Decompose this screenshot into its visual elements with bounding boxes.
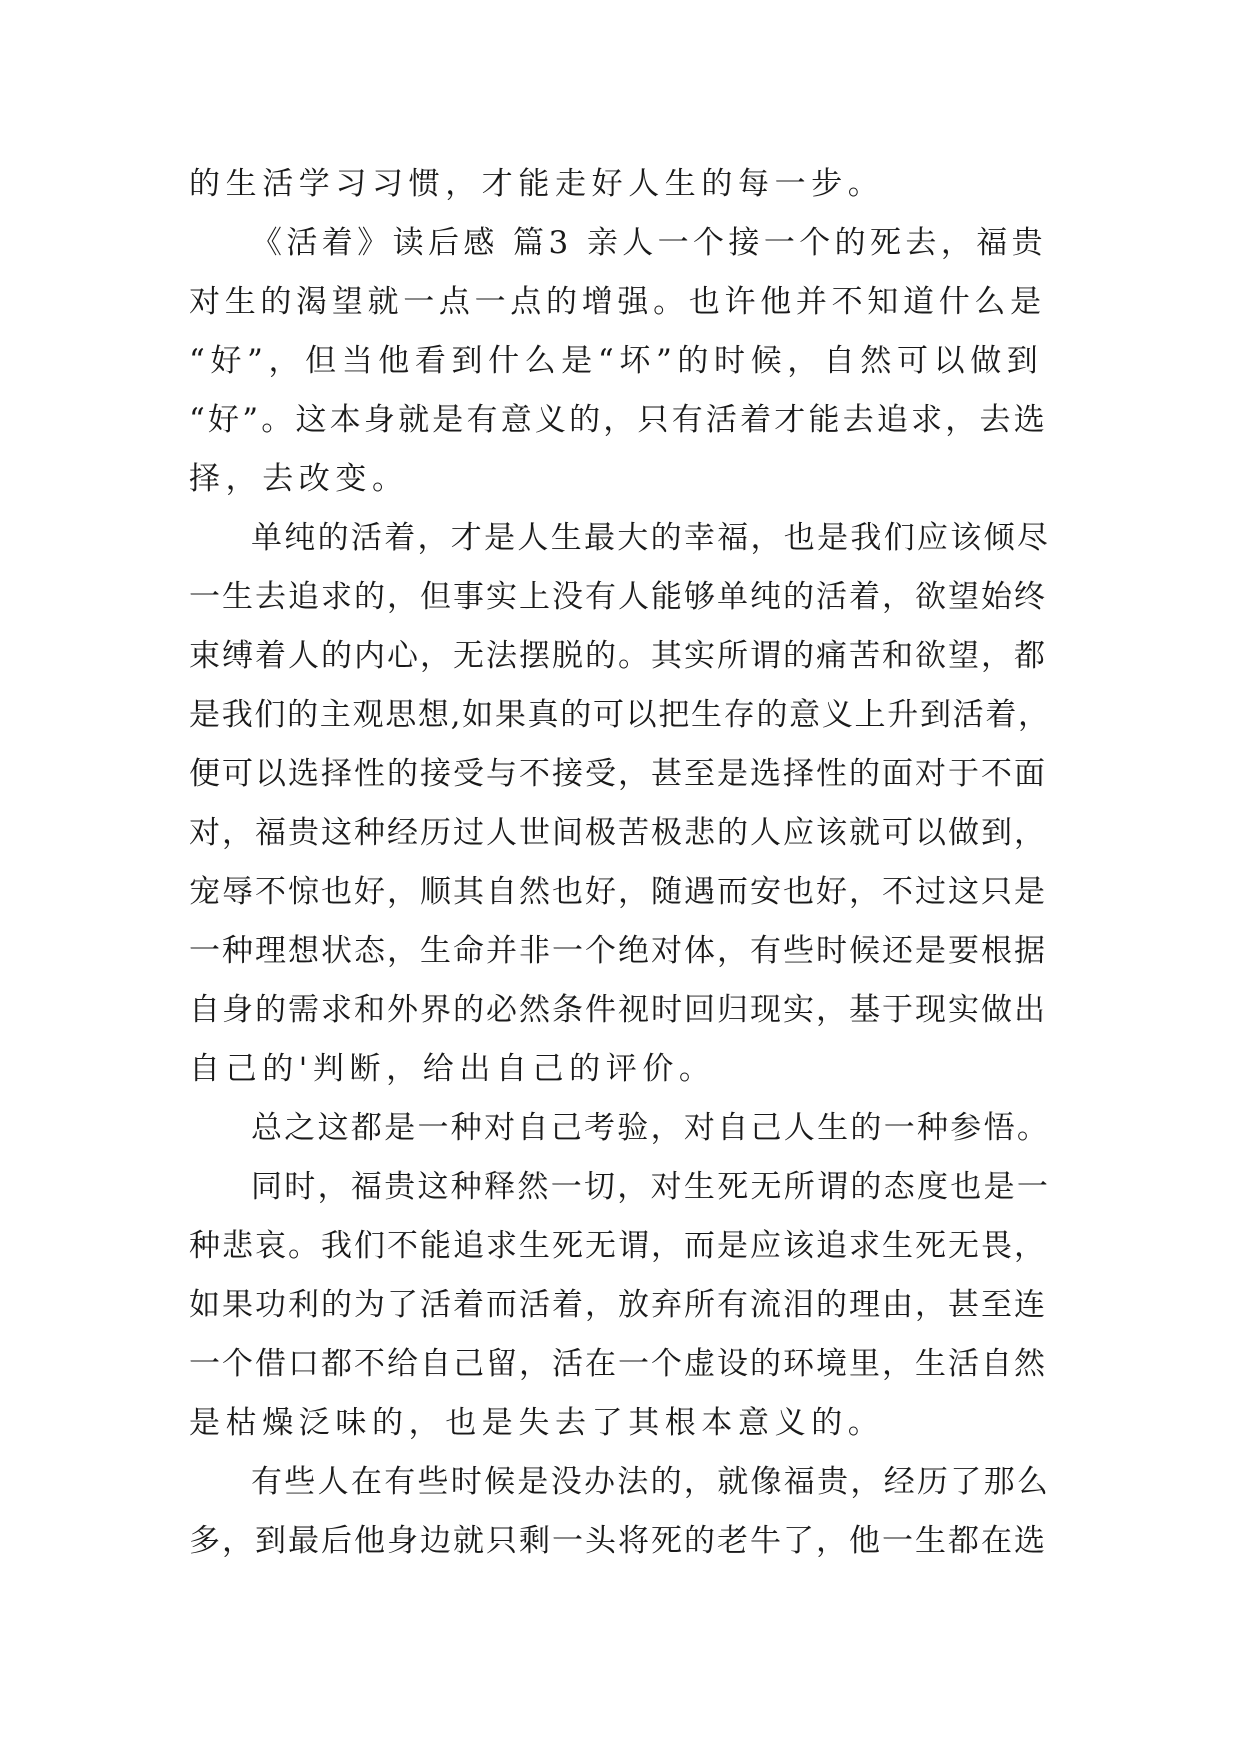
text-line: 如果功利的为了活着而活着，放弃所有流泪的理由，甚至连 [189, 1287, 1047, 1323]
text-line: 是我们的主观思想,如果真的可以把生存的意义上升到活着， [189, 697, 1051, 733]
text-line: 择，去改变。 [189, 461, 409, 497]
text-line: 种悲哀。我们不能追求生死无谓，而是应该追求生死无畏， [189, 1228, 1047, 1264]
text-line: “好”。这本身就是有意义的，只有活着才能去追求，去选 [189, 402, 1048, 438]
text-line: 一生去追求的，但事实上没有人能够单纯的活着，欲望始终 [189, 579, 1047, 615]
paragraph-start-line: 有些人在有些时候是没办法的，就像福贵，经历了那么 [251, 1464, 1051, 1500]
text-line: “好”，但当他看到什么是“坏”的时候，自然可以做到 [189, 343, 1044, 379]
text-line: 自己的'判断，给出自己的评价。 [189, 1051, 716, 1087]
text-line: 对生的渴望就一点一点的增强。也许他并不知道什么是 [189, 284, 1046, 320]
section-heading-line: 《活着》读后感 篇3 亲人一个接一个的死去，福贵 [251, 225, 1048, 261]
paragraph-start-line: 同时，福贵这种释然一切，对生死无所谓的态度也是一 [251, 1169, 1051, 1205]
paragraph-start-line: 单纯的活着，才是人生最大的幸福，也是我们应该倾尽 [251, 520, 1051, 556]
text-line: 对，福贵这种经历过人世间极苦极悲的人应该就可以做到， [189, 815, 1047, 851]
text-line: 便可以选择性的接受与不接受，甚至是选择性的面对于不面 [189, 756, 1047, 792]
paragraph-start-line: 总之这都是一种对自己考验，对自己人生的一种参悟。 [251, 1110, 1051, 1146]
text-line: 多，到最后他身边就只剩一头将死的老牛了，他一生都在选 [189, 1523, 1047, 1559]
text-line: 束缚着人的内心，无法摆脱的。其实所谓的痛苦和欲望，都 [189, 638, 1047, 674]
text-line: 是枯燥泛味的，也是失去了其根本意义的。 [189, 1405, 885, 1441]
text-line: 自身的需求和外界的必然条件视时回归现实，基于现实做出 [189, 992, 1047, 1028]
text-line: 一种理想状态，生命并非一个绝对体，有些时候还是要根据 [189, 933, 1047, 969]
text-line: 一个借口都不给自己留，活在一个虚设的环境里，生活自然 [189, 1346, 1047, 1382]
text-line: 的生活学习习惯，才能走好人生的每一步。 [189, 166, 885, 202]
text-line: 宠辱不惊也好，顺其自然也好，随遇而安也好，不过这只是 [189, 874, 1047, 910]
